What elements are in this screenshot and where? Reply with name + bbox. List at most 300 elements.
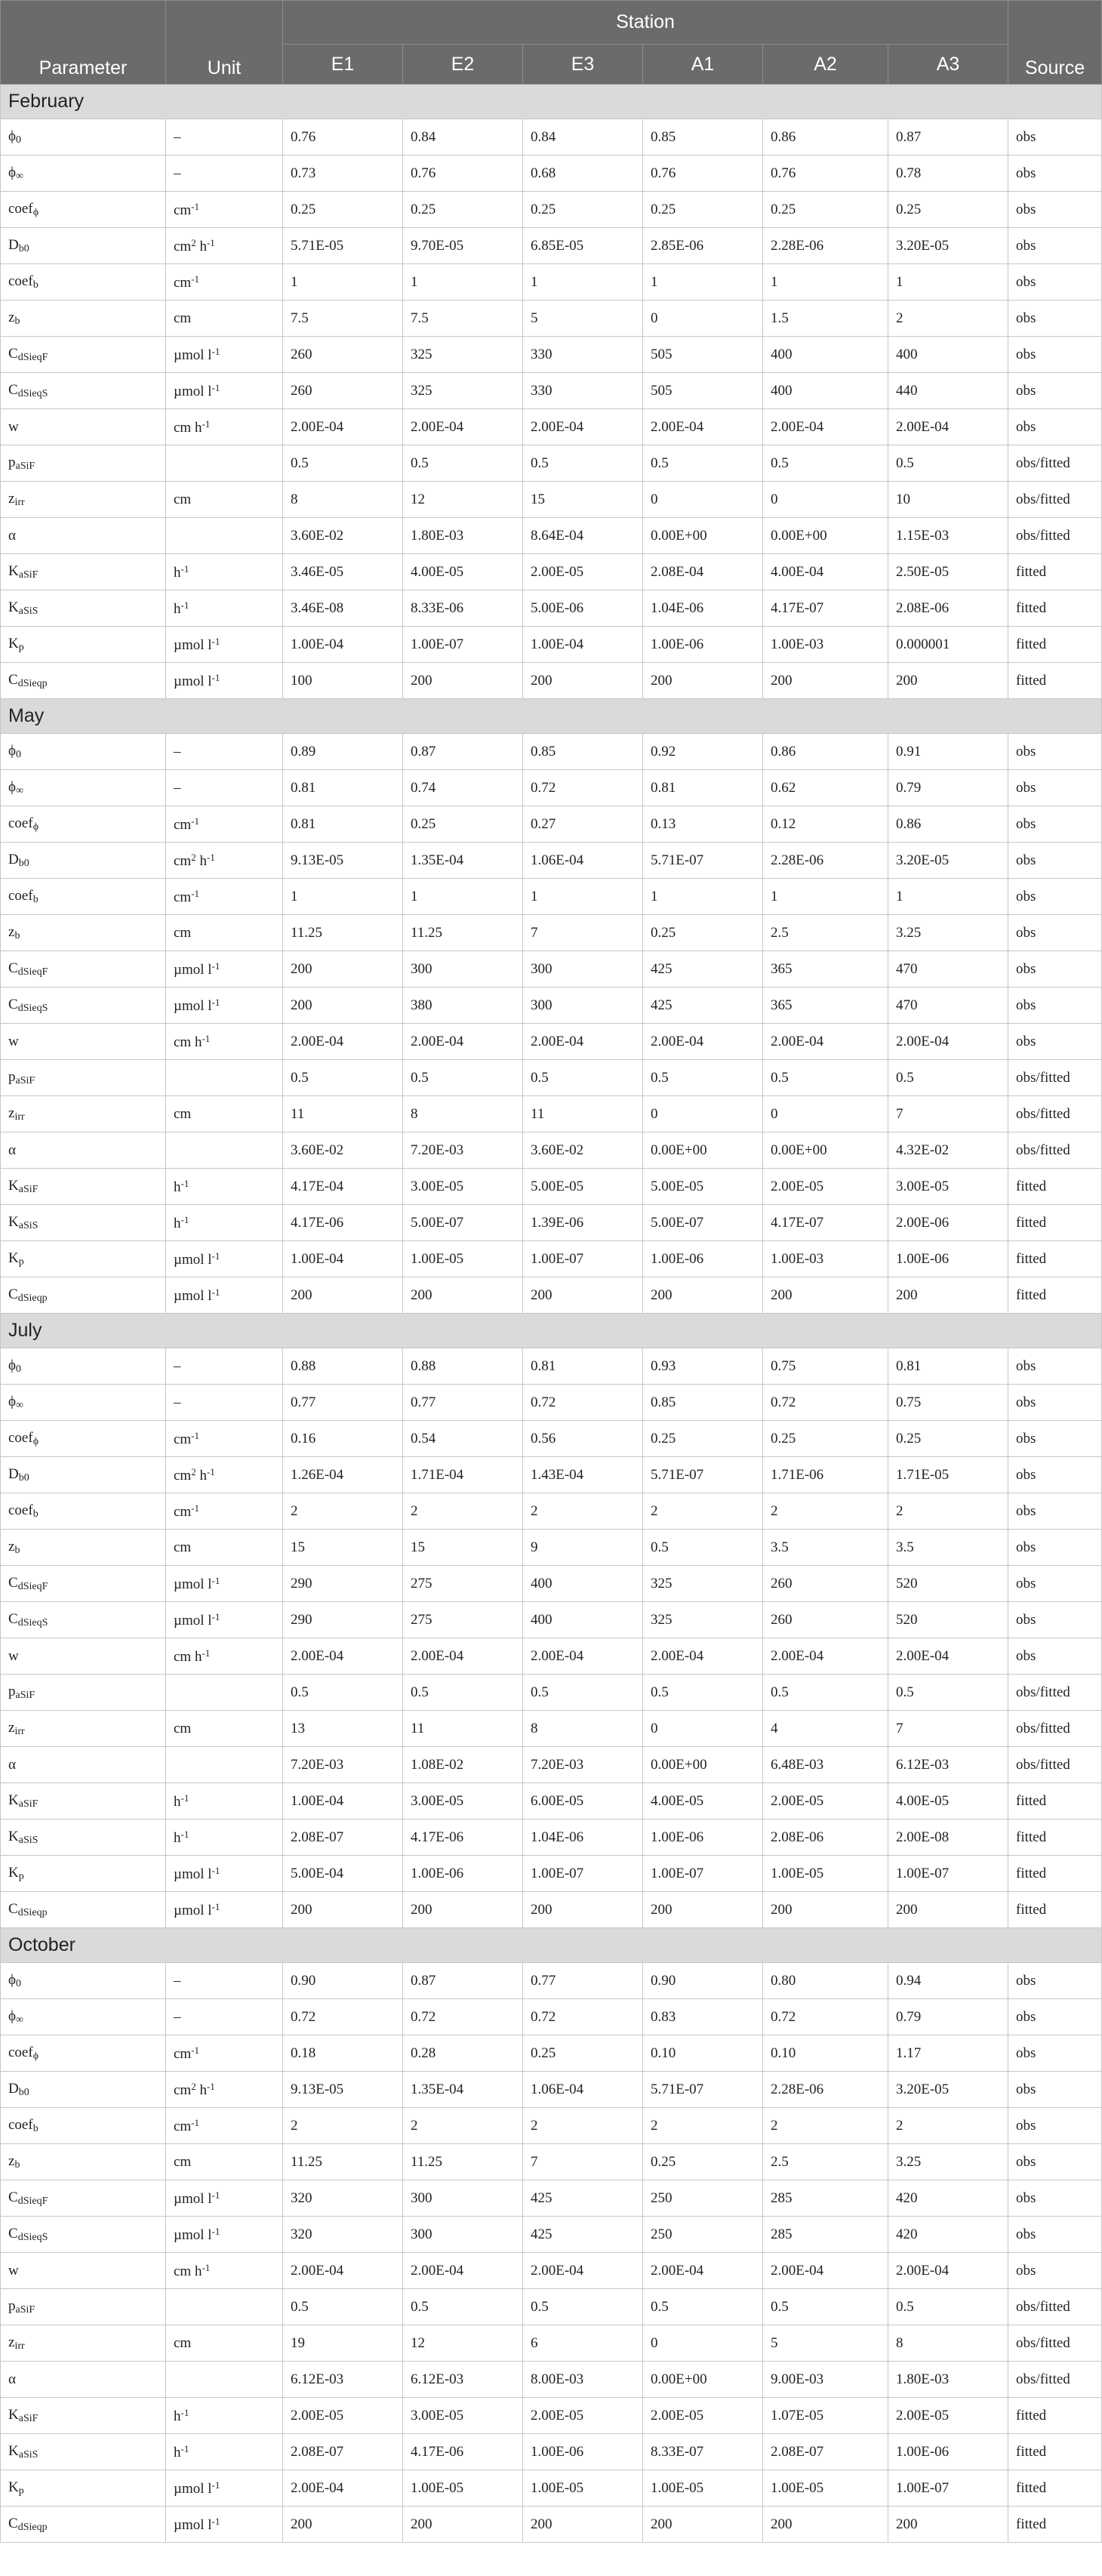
parameter-subscript: aSiF	[18, 569, 38, 581]
value-cell-e1: 0.73	[283, 156, 403, 192]
unit-text: cm	[174, 1431, 192, 1447]
source-cell: fitted	[1008, 1241, 1102, 1277]
value-cell-e3: 425	[523, 2217, 643, 2253]
table-row	[1, 518, 1102, 554]
value-cell-a1: 0.00E+00	[643, 1132, 763, 1169]
value-cell-a2: 200	[763, 1277, 888, 1314]
unit-cell	[166, 915, 283, 951]
value-cell-a2: 2.28E-06	[763, 228, 888, 264]
unit-cell	[166, 806, 283, 843]
header-unit: Unit	[166, 1, 283, 85]
table-row	[1, 1856, 1102, 1892]
value-cell-a1: 325	[643, 1602, 763, 1638]
unit-cell	[166, 373, 283, 409]
unit-cell	[166, 663, 283, 699]
value-cell-a2: 2.28E-06	[763, 2072, 888, 2108]
unit-exponent: -1	[180, 1828, 189, 1840]
unit-cell	[166, 770, 283, 806]
unit-cell	[166, 1169, 283, 1205]
unit-cell	[166, 1493, 283, 1530]
source-cell: obs	[1008, 1638, 1102, 1675]
table-row	[1, 1530, 1102, 1566]
header-parameter: Parameter	[1, 1, 166, 85]
table-row	[1, 843, 1102, 879]
value-cell-a2: 4.17E-07	[763, 590, 888, 627]
parameter-symbol: α	[8, 1756, 16, 1773]
source-cell: obs	[1008, 806, 1102, 843]
value-cell-e3: 0.85	[523, 734, 643, 770]
source-cell: obs	[1008, 2217, 1102, 2253]
value-cell-a2: 2.5	[763, 915, 888, 951]
source-cell: fitted	[1008, 1892, 1102, 1928]
table-row	[1, 1493, 1102, 1530]
unit-cell	[166, 2289, 283, 2325]
parameter-symbol: coef	[8, 815, 33, 831]
unit-cell	[166, 1820, 283, 1856]
unit-exponent: -1	[211, 1249, 220, 1262]
parameter-cell	[1, 119, 166, 156]
unit-text: µmol l	[174, 383, 212, 399]
section-title: May	[1, 699, 1102, 734]
value-cell-a3: 0.75	[888, 1385, 1008, 1421]
unit-cell	[166, 2217, 283, 2253]
value-cell-e1: 2.08E-07	[283, 1820, 403, 1856]
parameter-subscript: dSieqF	[17, 2195, 48, 2207]
unit-text-rest: h	[195, 1467, 207, 1484]
value-cell-a2: 200	[763, 2507, 888, 2543]
value-cell-a3: 2	[888, 2108, 1008, 2144]
value-cell-e2: 325	[403, 373, 523, 409]
value-cell-a1: 0.90	[643, 1963, 763, 1999]
parameter-subscript: aSiF	[18, 2412, 38, 2424]
unit-cell	[166, 1711, 283, 1747]
value-cell-e1: 13	[283, 1711, 403, 1747]
value-cell-a2: 0.25	[763, 1421, 888, 1457]
table-row	[1, 590, 1102, 627]
value-cell-a2: 4.17E-07	[763, 1205, 888, 1241]
source-cell: obs	[1008, 2180, 1102, 2217]
value-cell-e1: 0.72	[283, 1999, 403, 2035]
parameter-symbol: C	[8, 996, 18, 1012]
value-cell-e3: 6.00E-05	[523, 1783, 643, 1820]
unit-text: µmol l	[174, 1251, 212, 1268]
value-cell-e3: 200	[523, 2507, 643, 2543]
value-cell-a3: 2.00E-06	[888, 1205, 1008, 1241]
parameter-cell	[1, 554, 166, 590]
value-cell-e3: 425	[523, 2180, 643, 2217]
parameter-cell	[1, 2253, 166, 2289]
value-cell-e2: 1.80E-03	[403, 518, 523, 554]
value-cell-a3: 0.25	[888, 192, 1008, 228]
value-cell-e1: 320	[283, 2180, 403, 2217]
value-cell-a1: 425	[643, 988, 763, 1024]
table-row	[1, 1024, 1102, 1060]
value-cell-e3: 2	[523, 1493, 643, 1530]
value-cell-e2: 1.00E-07	[403, 627, 523, 663]
unit-exponent: -1	[180, 2406, 189, 2418]
parameter-subscript: dSieqp	[17, 1292, 48, 1304]
value-cell-a2: 2	[763, 1493, 888, 1530]
value-cell-a2: 4.00E-04	[763, 554, 888, 590]
parameter-subscript: ϕ	[32, 1435, 39, 1447]
parameter-cell	[1, 1024, 166, 1060]
value-cell-e1: 4.17E-06	[283, 1205, 403, 1241]
value-cell-a1: 0	[643, 300, 763, 337]
source-cell: fitted	[1008, 627, 1102, 663]
parameter-symbol: ϕ	[8, 2007, 17, 2024]
table-row	[1, 1783, 1102, 1820]
value-cell-e1: 200	[283, 951, 403, 988]
value-cell-a3: 2.08E-06	[888, 590, 1008, 627]
value-cell-a1: 8.33E-07	[643, 2434, 763, 2470]
unit-exponent: -1	[211, 1610, 220, 1622]
value-cell-e1: 1	[283, 264, 403, 300]
value-cell-e2: 275	[403, 1602, 523, 1638]
value-cell-e2: 1.00E-06	[403, 1856, 523, 1892]
parameter-subscript: p	[18, 2485, 24, 2497]
parameter-subscript: aSiF	[15, 2303, 35, 2316]
value-cell-a2: 1.71E-06	[763, 1457, 888, 1493]
source-cell: obs/fitted	[1008, 2325, 1102, 2362]
source-cell: obs/fitted	[1008, 1675, 1102, 1711]
unit-cell	[166, 192, 283, 228]
value-cell-a1: 4.00E-05	[643, 1783, 763, 1820]
unit-text: cm	[174, 238, 192, 254]
value-cell-e2: 2.00E-04	[403, 2253, 523, 2289]
value-cell-a1: 5.71E-07	[643, 2072, 763, 2108]
parameter-subscript: ϕ	[32, 2050, 39, 2062]
parameter-symbol: z	[8, 490, 15, 507]
parameter-symbol: C	[8, 2515, 18, 2531]
source-cell: fitted	[1008, 1169, 1102, 1205]
value-cell-e2: 15	[403, 1530, 523, 1566]
parameter-subscript: ϕ	[32, 206, 39, 218]
parameter-cell	[1, 1241, 166, 1277]
parameter-subscript: aSiF	[15, 1074, 35, 1086]
unit-text: µmol l	[174, 2190, 212, 2207]
parameter-symbol: p	[8, 1068, 16, 1085]
value-cell-a2: 9.00E-03	[763, 2362, 888, 2398]
value-cell-a1: 0.92	[643, 734, 763, 770]
value-cell-a3: 8	[888, 2325, 1008, 2362]
parameter-subscript: p	[18, 641, 24, 653]
value-cell-e1: 0.25	[283, 192, 403, 228]
unit-exponent: -1	[211, 671, 220, 683]
parameter-cell	[1, 734, 166, 770]
parameter-cell	[1, 663, 166, 699]
value-cell-e3: 0.84	[523, 119, 643, 156]
parameter-symbol: w	[8, 1033, 19, 1049]
value-cell-a1: 2.00E-04	[643, 1024, 763, 1060]
value-cell-a1: 0	[643, 1096, 763, 1132]
value-cell-a2: 0.5	[763, 1675, 888, 1711]
unit-text: cm h	[174, 2263, 202, 2279]
parameter-subscript: irr	[14, 496, 25, 508]
source-cell: obs	[1008, 409, 1102, 445]
value-cell-a1: 0.5	[643, 445, 763, 482]
value-cell-e2: 4.00E-05	[403, 554, 523, 590]
parameter-cell	[1, 1169, 166, 1205]
value-cell-e2: 0.88	[403, 1348, 523, 1385]
value-cell-e1: 2.08E-07	[283, 2434, 403, 2470]
value-cell-e3: 11	[523, 1096, 643, 1132]
value-cell-a2: 1.00E-05	[763, 2470, 888, 2507]
value-cell-e3: 1.04E-06	[523, 1820, 643, 1856]
section-title: July	[1, 1314, 1102, 1348]
parameter-symbol: C	[8, 671, 18, 688]
value-cell-a3: 470	[888, 951, 1008, 988]
section-title: October	[1, 1928, 1102, 1963]
value-cell-e1: 200	[283, 1892, 403, 1928]
unit-cell	[166, 337, 283, 373]
value-cell-e3: 0.72	[523, 1999, 643, 2035]
parameter-cell	[1, 228, 166, 264]
parameter-cell	[1, 806, 166, 843]
value-cell-a2: 1	[763, 879, 888, 915]
parameter-cell	[1, 1711, 166, 1747]
value-cell-e2: 0.87	[403, 1963, 523, 1999]
parameter-cell	[1, 2217, 166, 2253]
value-cell-a2: 2.5	[763, 2144, 888, 2180]
value-cell-e1: 200	[283, 2507, 403, 2543]
source-cell: obs	[1008, 1385, 1102, 1421]
value-cell-e2: 1	[403, 264, 523, 300]
value-cell-a1: 200	[643, 1892, 763, 1928]
value-cell-e2: 200	[403, 1277, 523, 1314]
unit-exponent: -1	[211, 960, 220, 972]
parameter-symbol: ϕ	[8, 1393, 17, 1410]
unit-exponent: -1	[202, 1647, 211, 1659]
parameter-subscript: irr	[14, 1725, 25, 1737]
table-row	[1, 1675, 1102, 1711]
value-cell-e2: 0.25	[403, 806, 523, 843]
source-cell: obs	[1008, 843, 1102, 879]
unit-cell	[166, 2144, 283, 2180]
table-row	[1, 119, 1102, 156]
value-cell-a1: 0.85	[643, 119, 763, 156]
unit-exponent: -1	[180, 2442, 189, 2454]
unit-text: cm	[174, 1503, 192, 1520]
source-cell: obs	[1008, 734, 1102, 770]
source-cell: obs/fitted	[1008, 1096, 1102, 1132]
parameter-cell	[1, 2072, 166, 2108]
value-cell-e3: 1.06E-04	[523, 843, 643, 879]
source-cell: obs	[1008, 1530, 1102, 1566]
value-cell-e2: 1.35E-04	[403, 843, 523, 879]
value-cell-a3: 0.78	[888, 156, 1008, 192]
unit-cell	[166, 2325, 283, 2362]
value-cell-a2: 0.62	[763, 770, 888, 806]
unit-cell	[166, 951, 283, 988]
unit-cell	[166, 1457, 283, 1493]
parameter-symbol: C	[8, 1574, 18, 1591]
value-cell-e3: 3.60E-02	[523, 1132, 643, 1169]
value-cell-a3: 2.00E-04	[888, 409, 1008, 445]
header-station-a1: A1	[643, 45, 763, 85]
value-cell-a1: 200	[643, 2507, 763, 2543]
value-cell-a3: 2.00E-04	[888, 1638, 1008, 1675]
section-row	[1, 699, 1102, 734]
source-cell: obs	[1008, 988, 1102, 1024]
parameter-symbol: z	[8, 1105, 15, 1121]
value-cell-a3: 1.15E-03	[888, 518, 1008, 554]
unit-text: cm	[174, 816, 192, 833]
parameter-cell	[1, 915, 166, 951]
parameter-cell	[1, 1530, 166, 1566]
value-cell-a3: 10	[888, 482, 1008, 518]
value-cell-e3: 200	[523, 663, 643, 699]
unit-exponent: -1	[180, 562, 189, 575]
value-cell-a1: 2	[643, 1493, 763, 1530]
unit-text: µmol l	[174, 961, 212, 978]
value-cell-a2: 2.00E-04	[763, 1638, 888, 1675]
value-cell-a3: 0.5	[888, 445, 1008, 482]
unit-cell	[166, 2398, 283, 2434]
parameter-cell	[1, 2362, 166, 2398]
table-row	[1, 1747, 1102, 1783]
parameter-symbol: C	[8, 1286, 18, 1302]
parameter-subscript: b	[32, 279, 38, 291]
unit-exponent: -1	[211, 1900, 220, 1912]
parameter-subscript: aSiS	[18, 2448, 38, 2460]
parameter-cell	[1, 1892, 166, 1928]
value-cell-a3: 200	[888, 2507, 1008, 2543]
value-cell-e1: 11	[283, 1096, 403, 1132]
value-cell-e2: 200	[403, 663, 523, 699]
parameter-symbol: K	[8, 599, 19, 615]
value-cell-a2: 1.00E-03	[763, 627, 888, 663]
value-cell-e3: 5.00E-06	[523, 590, 643, 627]
value-cell-e3: 15	[523, 482, 643, 518]
unit-cell	[166, 1892, 283, 1928]
parameter-cell	[1, 2144, 166, 2180]
value-cell-e3: 0.25	[523, 2035, 643, 2072]
value-cell-a3: 2.00E-05	[888, 2398, 1008, 2434]
unit-exponent: -1	[180, 1213, 189, 1225]
parameter-subscript: b	[14, 2158, 20, 2171]
value-cell-a3: 0.25	[888, 1421, 1008, 1457]
source-cell: obs/fitted	[1008, 1132, 1102, 1169]
parameter-symbol: z	[8, 2152, 15, 2169]
value-cell-a3: 2.00E-04	[888, 2253, 1008, 2289]
table-row	[1, 300, 1102, 337]
source-cell: obs	[1008, 879, 1102, 915]
value-cell-e2: 300	[403, 951, 523, 988]
value-cell-e1: 3.46E-08	[283, 590, 403, 627]
value-cell-e1: 0.5	[283, 445, 403, 482]
value-cell-a3: 3.20E-05	[888, 2072, 1008, 2108]
unit-text: µmol l	[174, 2480, 212, 2497]
value-cell-e1: 290	[283, 1602, 403, 1638]
unit-exponent: -1	[180, 1177, 189, 1189]
unit-cell	[166, 2035, 283, 2072]
value-cell-e1: 11.25	[283, 2144, 403, 2180]
table-row	[1, 192, 1102, 228]
unit-text: cm	[174, 1105, 192, 1122]
source-cell: obs	[1008, 300, 1102, 337]
value-cell-e3: 2.00E-05	[523, 554, 643, 590]
unit-exponent: 2	[191, 2080, 196, 2092]
parameter-symbol: C	[8, 1610, 18, 1627]
value-cell-e1: 0.81	[283, 806, 403, 843]
unit-cell	[166, 1747, 283, 1783]
parameter-cell	[1, 1457, 166, 1493]
parameter-cell	[1, 770, 166, 806]
table-row	[1, 1096, 1102, 1132]
parameter-symbol: coef	[8, 2044, 33, 2060]
source-cell: obs	[1008, 1493, 1102, 1530]
parameter-symbol: w	[8, 418, 19, 435]
value-cell-a2: 200	[763, 1892, 888, 1928]
value-cell-a1: 250	[643, 2180, 763, 2217]
value-cell-a1: 2	[643, 2108, 763, 2144]
table-row	[1, 2398, 1102, 2434]
value-cell-e3: 200	[523, 1277, 643, 1314]
value-cell-e2: 1	[403, 879, 523, 915]
unit-cell	[166, 2470, 283, 2507]
value-cell-a2: 1.00E-05	[763, 1856, 888, 1892]
value-cell-a3: 2.00E-04	[888, 1024, 1008, 1060]
parameter-cell	[1, 2325, 166, 2362]
source-cell: fitted	[1008, 1856, 1102, 1892]
table-row	[1, 156, 1102, 192]
parameter-cell	[1, 1348, 166, 1385]
value-cell-e2: 9.70E-05	[403, 228, 523, 264]
parameter-cell	[1, 1638, 166, 1675]
unit-exponent: -1	[211, 1864, 220, 1876]
value-cell-e3: 0.5	[523, 445, 643, 482]
unit-cell	[166, 1132, 283, 1169]
unit-exponent: -1	[202, 418, 211, 430]
unit-text: h	[174, 1793, 181, 1810]
section-title: February	[1, 85, 1102, 119]
parameter-symbol: coef	[8, 1502, 33, 1518]
value-cell-e3: 7	[523, 2144, 643, 2180]
table-row	[1, 1348, 1102, 1385]
value-cell-a3: 420	[888, 2217, 1008, 2253]
source-cell: obs	[1008, 119, 1102, 156]
parameter-symbol: K	[8, 1828, 19, 1844]
parameter-symbol: C	[8, 960, 18, 976]
parameter-cell	[1, 2398, 166, 2434]
value-cell-e1: 19	[283, 2325, 403, 2362]
value-cell-e1: 2.00E-04	[283, 1024, 403, 1060]
parameter-cell	[1, 1820, 166, 1856]
value-cell-a2: 0.00E+00	[763, 1132, 888, 1169]
value-cell-a3: 0.79	[888, 1999, 1008, 2035]
source-cell: obs	[1008, 2108, 1102, 2144]
value-cell-e3: 1.06E-04	[523, 2072, 643, 2108]
value-cell-e3: 0.77	[523, 1963, 643, 1999]
parameter-cell	[1, 409, 166, 445]
parameter-subscript: ∞	[16, 2014, 23, 2026]
value-cell-a1: 425	[643, 951, 763, 988]
value-cell-e2: 11.25	[403, 915, 523, 951]
value-cell-e3: 1	[523, 264, 643, 300]
parameter-subscript: ∞	[16, 784, 23, 797]
parameter-subscript: dSieqp	[17, 2521, 48, 2533]
parameter-cell	[1, 1205, 166, 1241]
unit-cell	[166, 2362, 283, 2398]
unit-cell	[166, 879, 283, 915]
value-cell-a2: 5	[763, 2325, 888, 2362]
value-cell-e3: 5	[523, 300, 643, 337]
unit-exponent: -1	[180, 1792, 189, 1804]
parameter-subscript: ∞	[16, 1399, 23, 1411]
unit-cell	[166, 1241, 283, 1277]
value-cell-e2: 12	[403, 482, 523, 518]
parameter-cell	[1, 879, 166, 915]
